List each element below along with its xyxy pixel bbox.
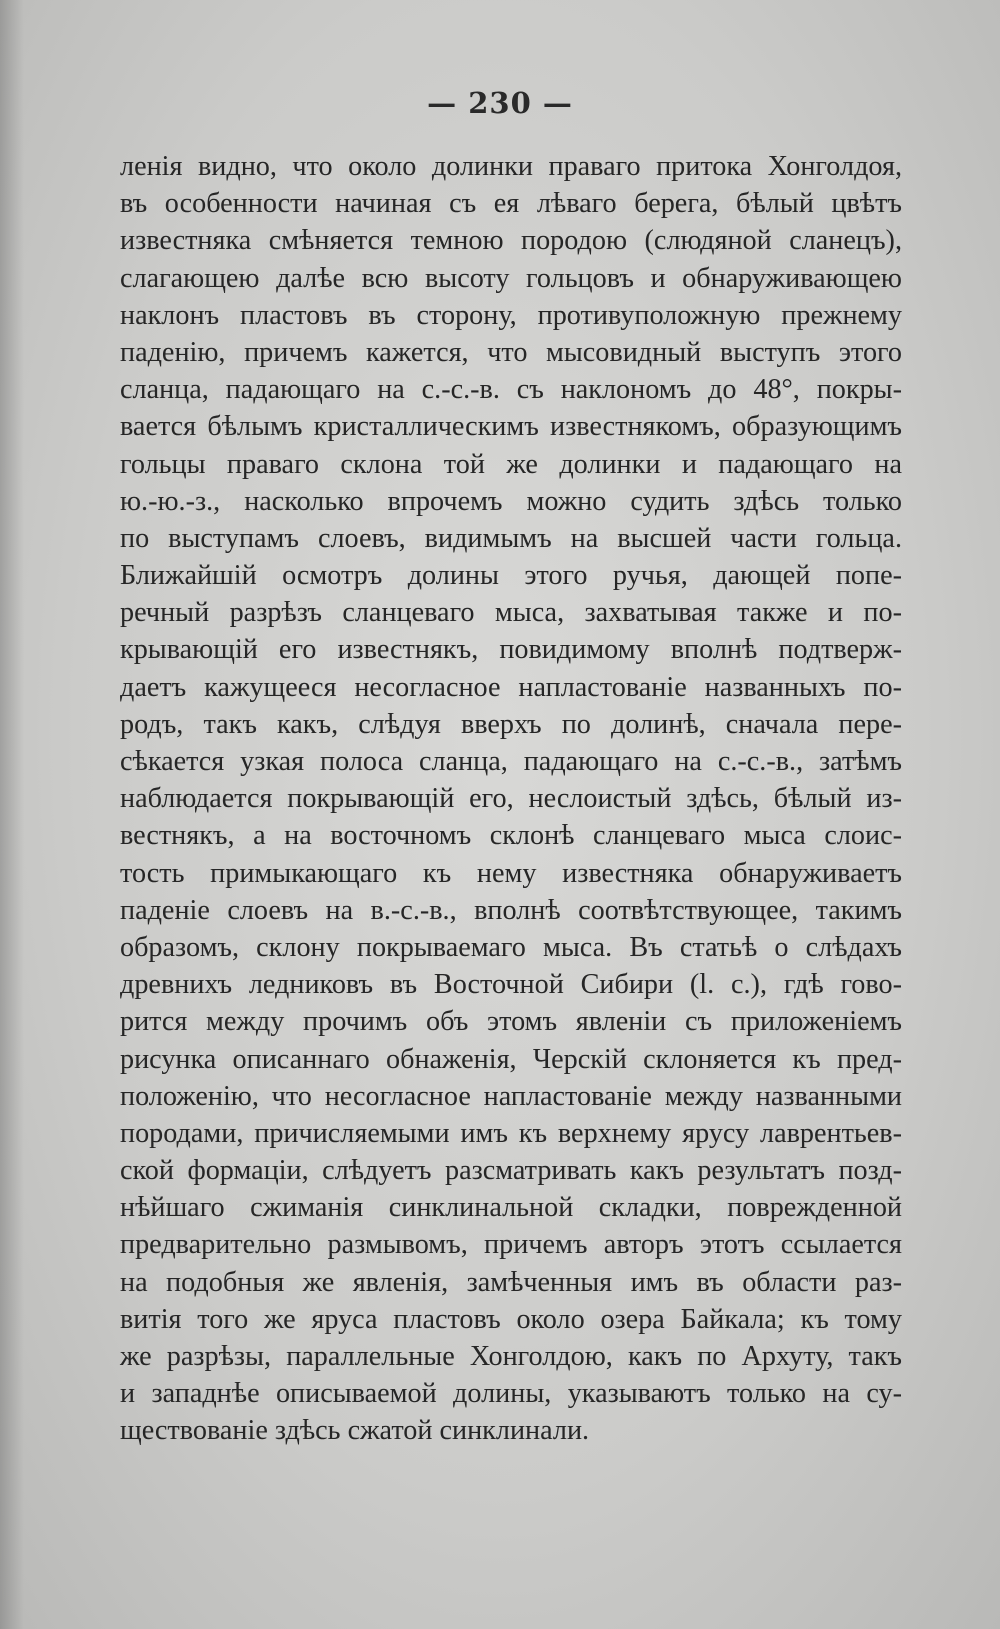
text-line: слагающею далѣе всю высоту гольцовъ и обнаруживающею: [120, 262, 902, 294]
body-text: [120, 148, 902, 1450]
text-line: по выступамъ слоевъ, видимымъ на высшей части гольца.: [120, 522, 902, 554]
text-line: ю.-ю.-з., насколько впрочемъ можно судить здѣсь только: [120, 485, 902, 517]
text-line: образомъ, склону покрываемаго мыса. Въ статьѣ о слѣдахъ: [120, 931, 902, 963]
text-line: речный разрѣзъ сланцеваго мыса, захватывая также и по-: [120, 597, 902, 629]
text-line: гольцы праваго склона той же долинки и падающаго на: [120, 448, 902, 480]
text-line: витія того же яруса пластовъ около озера Байкала; къ тому: [120, 1303, 902, 1335]
text-line: крывающій его известнякъ, повидимому вполнѣ подтверж-: [120, 634, 902, 666]
text-line: вестнякъ, а на восточномъ склонѣ сланцеваго мыса слоис-: [120, 820, 902, 852]
text-line: наблюдается покрывающій его, неслоистый здѣсь, бѣлый из-: [120, 783, 902, 815]
text-line: ской формаціи, слѣдуетъ разсматривать какъ результатъ позд-: [120, 1155, 902, 1187]
text-line: паденію, причемъ кажется, что мысовидный выступъ этого: [120, 336, 902, 368]
text-line: въ особенности начиная съ ея лѣваго берега, бѣлый цвѣтъ: [120, 188, 902, 220]
text-line: родъ, такъ какъ, слѣдуя вверхъ по долинѣ, сначала пере-: [120, 708, 902, 740]
text-line: породами, причисляемыми имъ къ верхнему ярусу лаврентьев-: [120, 1117, 902, 1149]
text-line: Ближайшій осмотръ долины этого ручья, дающей попе-: [120, 560, 902, 592]
text-line: и западнѣе описываемой долины, указываютъ только на су-: [120, 1378, 902, 1410]
text-line: известняка смѣняется темною породою (слюдяной сланецъ),: [120, 225, 902, 257]
text-line: тость примыкающаго къ нему известняка обнаруживаетъ: [120, 857, 902, 889]
text-line: положенію, что несогласное напластованіе между названными: [120, 1080, 902, 1112]
text-line: на подобныя же явленія, замѣченныя имъ въ области раз-: [120, 1266, 902, 1298]
text-line: рится между прочимъ объ этомъ явленіи съ приложеніемъ: [120, 1006, 902, 1038]
text-line: сѣкается узкая полоса сланца, падающаго на с.-с.-в., затѣмъ: [120, 746, 902, 777]
text-line: ленія видно, что около долинки праваго притока Хонголдоя,: [120, 151, 902, 182]
text-line: наклонъ пластовъ въ сторону, противуположную прежнему: [120, 299, 902, 331]
text-line: даетъ кажущееся несогласное напластованіе названныхъ по-: [120, 671, 902, 703]
text-line: же разрѣзы, параллельные Хонголдою, какъ по Архуту, такъ: [120, 1341, 902, 1372]
page-number: — 230 —: [427, 86, 573, 120]
text-line: ществованіе здѣсь сжатой синклинали.: [120, 1415, 590, 1447]
text-line: предварительно размывомъ, причемъ авторъ этотъ ссылается: [120, 1229, 902, 1261]
text-line: паденіе слоевъ на в.-с.-в., вполнѣ соотвѣтствующее, такимъ: [120, 894, 902, 926]
text-line: древнихъ ледниковъ въ Восточной Сибири (l. c.), гдѣ гово-: [120, 969, 902, 1001]
page-edge-shadow: [0, 0, 24, 1629]
text-line: сланца, падающаго на с.-с.-в. съ наклономъ до 48°, покры-: [120, 374, 902, 406]
text-line: рисунка описаннаго обнаженія, Черскій склоняется къ пред-: [120, 1043, 902, 1075]
text-line: нѣйшаго сжиманія синклинальной складки, поврежденной: [120, 1192, 902, 1224]
text-line: вается бѣлымъ кристаллическимъ известнякомъ, образующимъ: [120, 411, 902, 443]
